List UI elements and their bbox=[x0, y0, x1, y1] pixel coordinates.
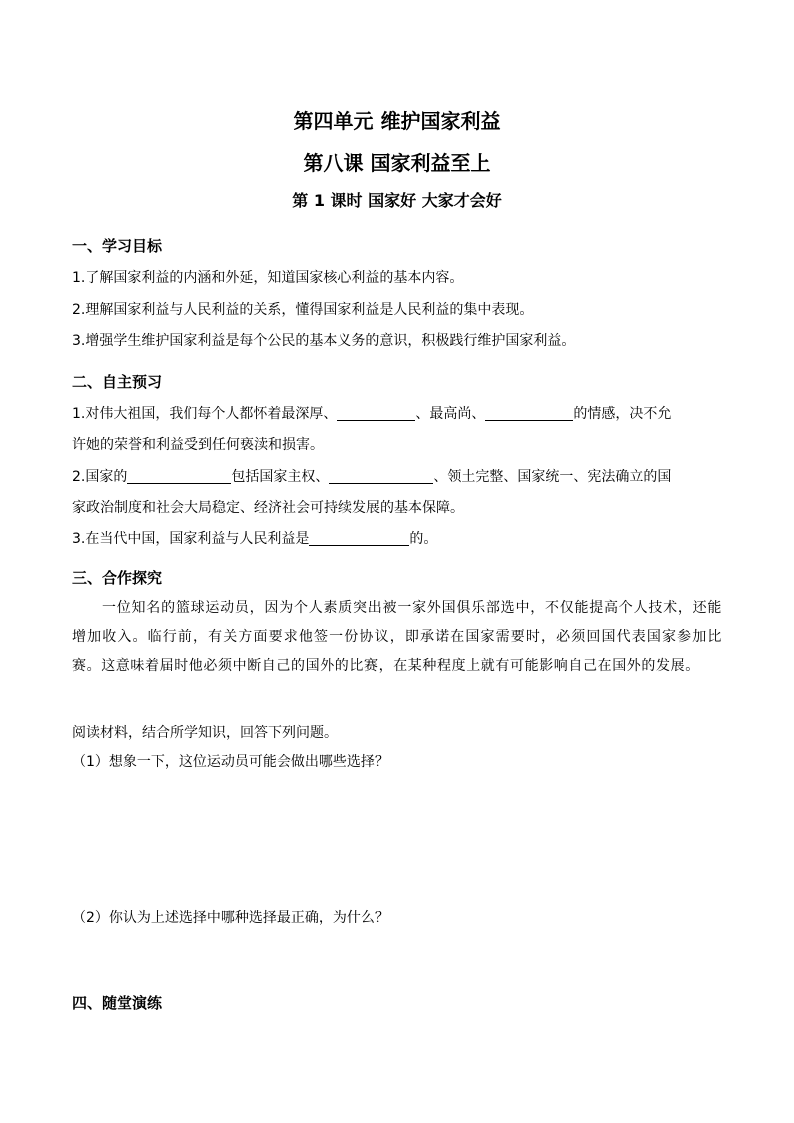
inquiry-question-1: （1）想象一下，这位运动员可能会做出哪些选择？ bbox=[72, 754, 389, 770]
preview-question-3 bbox=[72, 529, 437, 549]
preview-q2-text-b: 包括国家主权、 bbox=[231, 469, 330, 485]
section-heading-practice: 四、随堂演练 bbox=[72, 994, 163, 1012]
preview-q2-text-c: 、领土完整、国家统一、宪法确立的国 bbox=[433, 469, 672, 485]
preview-question-1 bbox=[72, 404, 671, 424]
preview-question-2 bbox=[72, 467, 671, 487]
fill-blank-3[interactable] bbox=[127, 468, 231, 484]
fill-blank-1[interactable] bbox=[337, 405, 415, 421]
preview-q3-text-a: 3.在当代中国，国家利益与人民利益是 bbox=[72, 531, 310, 547]
fill-blank-2[interactable] bbox=[485, 405, 573, 421]
section-heading-preview: 二、自主预习 bbox=[72, 373, 163, 391]
preview-question-2-line2: 家政治制度和社会大局稳定、经济社会可持续发展的基本保障。 bbox=[72, 500, 464, 516]
period-title: 第 1 课时 国家好 大家才会好 bbox=[292, 191, 502, 210]
section-heading-inquiry: 三、合作探究 bbox=[72, 569, 163, 587]
preview-question-1-line2: 许她的荣誉和利益受到任何亵渎和损害。 bbox=[72, 437, 324, 453]
inquiry-question-2: （2）你认为上述选择中哪种选择最正确，为什么？ bbox=[72, 910, 389, 926]
goal-item-1: 1.了解国家利益的内涵和外延，知道国家核心利益的基本内容。 bbox=[72, 270, 464, 286]
fill-blank-4[interactable] bbox=[329, 468, 433, 484]
preview-q1-text-a: 1.对伟大祖国，我们每个人都怀着最深厚、 bbox=[72, 406, 338, 422]
preview-q2-text-a: 2.国家的 bbox=[72, 469, 128, 485]
section-heading-goals: 一、学习目标 bbox=[72, 237, 163, 255]
preview-q1-text-c: 的情感，决不允 bbox=[573, 406, 672, 422]
goal-item-2: 2.理解国家利益与人民利益的关系，懂得国家利益是人民利益的集中表现。 bbox=[72, 302, 534, 318]
reading-material: 一位知名的篮球运动员，因为个人素质突出被一家外国俱乐部选中，不仅能提高个人技术，还能增加收入。临行前，有关方面要求他签一份协议，即承诺在国家需要时，必须回国代表国家参加比赛。这意味着届时他必须中断自己的国外的比赛，在某种程度上就有可能影响自己在国外的发展。 bbox=[72, 600, 722, 674]
preview-q1-text-b: 、最高尚、 bbox=[415, 406, 486, 422]
fill-blank-5[interactable] bbox=[309, 530, 409, 546]
goal-item-3: 3.增强学生维护国家利益是每个公民的基本义务的意识，积极践行维护国家利益。 bbox=[72, 333, 576, 349]
preview-q3-text-b: 的。 bbox=[409, 531, 438, 547]
reading-instruction: 阅读材料，结合所学知识，回答下列问题。 bbox=[72, 725, 338, 741]
lesson-title: 第八课 国家利益至上 bbox=[303, 151, 491, 175]
unit-title: 第四单元 维护国家利益 bbox=[293, 109, 501, 133]
